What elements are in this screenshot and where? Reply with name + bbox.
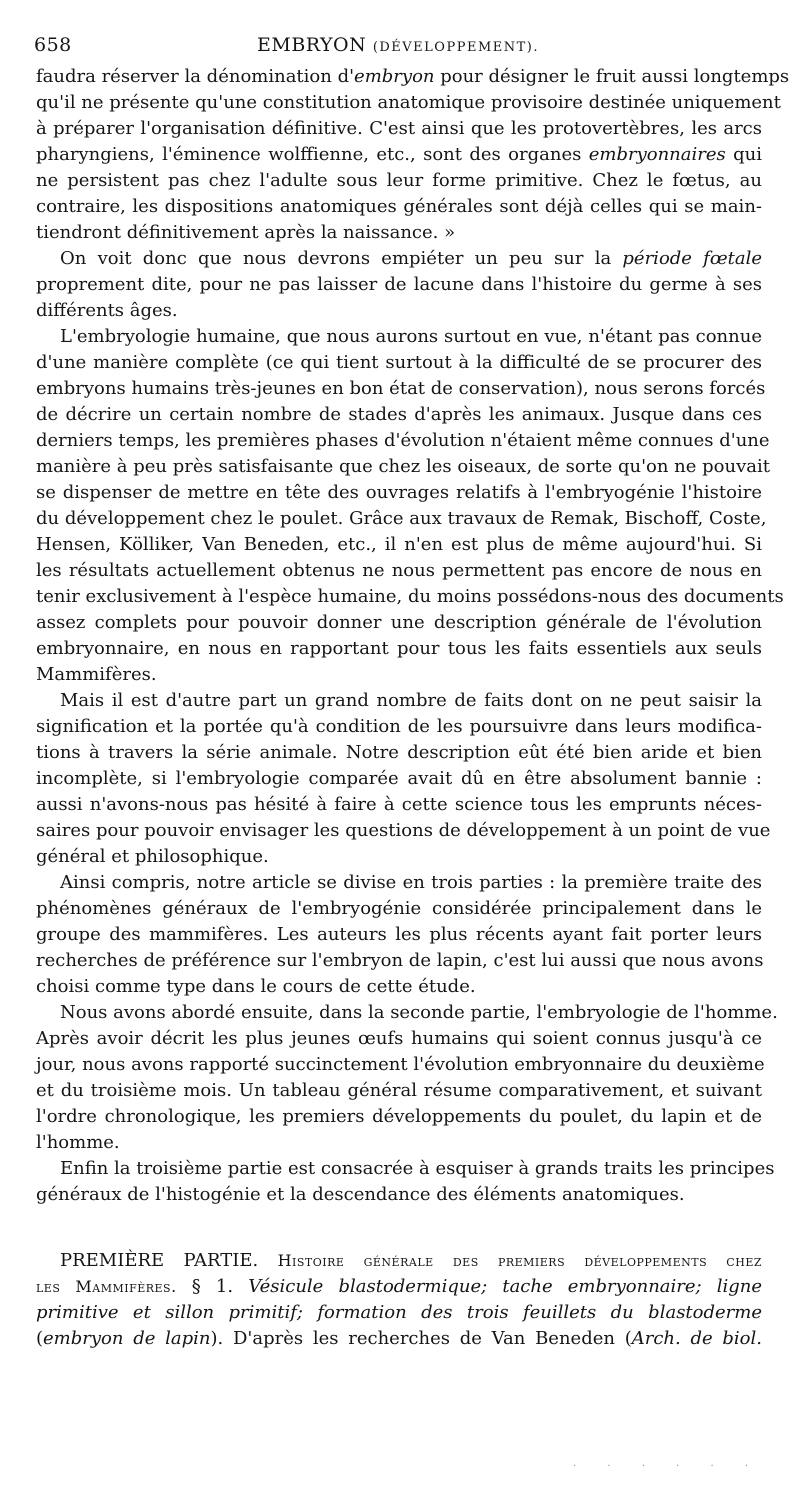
text-line xyxy=(36,428,770,454)
text-run: Mais il est d'autre part un grand nombre de faits dont on ne peut saisir la xyxy=(60,690,762,711)
text-run: Enfin la troisième partie est consacrée à esquiser à grands traits les principes xyxy=(60,1158,775,1179)
text-line xyxy=(36,220,762,246)
text-run: d'une manière complète (ce qui tient surtout à la difficulté de se procurer des xyxy=(36,352,762,373)
text-line xyxy=(36,818,771,844)
text-line xyxy=(36,116,762,142)
section-title-cont: primitive et sillon primitif; formation des trois feuillets du blastoderme xyxy=(36,1302,762,1323)
text-run: L'embryologie humaine, que nous aurons surtout en vue, n'étant pas connue xyxy=(60,326,762,347)
text-run: recherches de préférence sur l'embryon de lapin, c'est lui aussi que nous avons xyxy=(36,950,764,971)
text-line xyxy=(36,688,762,714)
text-line xyxy=(36,766,762,792)
text-run: jour, nous avons rapporté succinctement l'évolution embryonnaire du deuxième xyxy=(36,1054,765,1075)
text-run: faudra réserver la dénomination d' xyxy=(36,66,355,87)
section-title-end: embryon de lapin xyxy=(43,1328,211,1349)
text-run: qu'il ne présente qu'une constitution anatomique provisoire destinée uniquement xyxy=(36,92,781,113)
text-line xyxy=(36,558,762,584)
text-run: incomplète, si l'embryologie comparée avait dû en être absolument bannie : xyxy=(36,768,762,789)
text-line xyxy=(36,376,766,402)
text-run: général et philosophique. xyxy=(36,846,269,867)
italic-term: embryon xyxy=(354,66,435,87)
section-title: Vésicule blastodermique; tache embryonnaire; ligne xyxy=(248,1276,763,1297)
text-line xyxy=(36,64,790,90)
text-line xyxy=(36,1248,762,1274)
text-run: saires pour pouvoir envisager les questions de développement à un point de vue xyxy=(36,820,771,841)
section-mark: § 1. xyxy=(176,1276,249,1297)
text-run: du développement chez le poulet. Grâce aux travaux de Remak, Bischoff, Coste, xyxy=(36,508,767,529)
paragraph xyxy=(36,688,771,870)
text-run: choisi comme type dans le cours de cette étude. xyxy=(36,976,476,997)
text-run: Nous avons abordé ensuite, dans la seconde partie, l'embryologie de l'homme. xyxy=(60,1002,778,1023)
text-line xyxy=(36,1182,762,1208)
text-line xyxy=(36,1300,762,1326)
text-line xyxy=(36,1274,762,1300)
text-run: l'ordre chronologique, les premiers développements du poulet, du lapin et de xyxy=(36,1106,762,1127)
italic-term: période fœtale xyxy=(622,248,763,269)
text-line xyxy=(36,922,762,948)
text-run: ne persistent pas chez l'adulte sous leur forme primitive. Chez le fœtus, au xyxy=(36,170,762,191)
text-line xyxy=(36,1130,762,1156)
text-run: groupe des mammifères. Les auteurs les plus récents ayant fait porter leurs xyxy=(36,924,762,945)
text-line xyxy=(36,1026,762,1052)
text-line xyxy=(36,272,762,298)
text-line xyxy=(36,740,762,766)
text-line xyxy=(36,1000,778,1026)
paragraph xyxy=(36,246,762,324)
text-line xyxy=(36,714,762,740)
text-line xyxy=(36,948,762,974)
text-line xyxy=(36,896,762,922)
text-line xyxy=(36,142,762,168)
text-line xyxy=(36,662,762,688)
text-run: différents âges. xyxy=(36,300,178,321)
text-run: ). D'après les recherches de Van Beneden ( xyxy=(210,1328,632,1349)
italic-term: embryonnaires xyxy=(588,144,726,165)
text-run: manière à peu près satisfaisante que chez les oiseaux, de sorte qu'on ne pouvait xyxy=(36,456,770,477)
running-title xyxy=(34,34,762,56)
text-line xyxy=(36,350,762,376)
header-subtitle: (DÉVELOPPEMENT). xyxy=(372,40,539,55)
citation: Arch. de biol. xyxy=(631,1328,762,1349)
text-line xyxy=(36,480,762,506)
text-run: derniers temps, les premières phases d'évolution n'étaient même connues d'une xyxy=(36,430,770,451)
text-line xyxy=(36,792,762,818)
text-run: tions à travers la série animale. Notre description eût été bien aride et bien xyxy=(36,742,762,763)
text-run: On voit donc que nous devrons empiéter un peu sur la xyxy=(60,248,623,269)
text-run: assez complets pour pouvoir donner une description générale de l'évolution xyxy=(36,612,762,633)
text-run: proprement dite, pour ne pas laisser de lacune dans l'histoire du germe à ses xyxy=(36,274,762,295)
text-run: Hensen, Kölliker, Van Beneden, etc., il n'en est plus de même aujourd'hui. Si xyxy=(36,534,762,555)
text-run: Après avoir décrit les plus jeunes œufs humains qui soient connus jusqu'à ce xyxy=(36,1028,762,1049)
text-run: embryons humains très-jeunes en bon état de conservation), nous serons forcés xyxy=(36,378,766,399)
header-title: EMBRYON xyxy=(257,34,367,56)
text-run: de décrire un certain nombre de stades d'après les animaux. Jusque dans ces xyxy=(36,404,762,425)
running-header xyxy=(34,30,762,60)
text-run: signification et la portée qu'à condition de les poursuivre dans leurs modifica- xyxy=(36,716,762,737)
text-line xyxy=(36,532,762,558)
part-subheading: Histoire générale des premiers développements chez xyxy=(277,1251,762,1270)
text-run: l'homme. xyxy=(36,1132,120,1153)
text-line xyxy=(36,870,762,896)
text-run: à préparer l'organisation définitive. C'est ainsi que les protovertèbres, les arcs xyxy=(36,118,762,139)
text-run: et du troisième mois. Un tableau général résume comparativement, et suivant xyxy=(36,1080,762,1101)
paragraph xyxy=(36,64,790,246)
paragraph xyxy=(36,1156,775,1208)
paragraph xyxy=(36,870,762,1000)
text-run: aussi n'avons-nous pas hésité à faire à cette science tous les emprunts néces- xyxy=(36,794,762,815)
part-heading: PREMIÈRE PARTIE. xyxy=(60,1250,259,1271)
text-line xyxy=(36,1104,762,1130)
text-line xyxy=(36,194,762,220)
text-line xyxy=(36,324,762,350)
text-run: se dispenser de mettre en tête des ouvrages relatifs à l'embryogénie l'histoire xyxy=(36,482,762,503)
text-line xyxy=(36,636,762,662)
text-run: pharyngiens, l'éminence wolffienne, etc., sont des organes xyxy=(36,144,589,165)
paragraph xyxy=(36,324,784,688)
text-line xyxy=(36,974,762,1000)
text-line xyxy=(36,402,762,428)
paragraph xyxy=(36,1000,778,1156)
text-run: contraire, les dispositions anatomiques générales sont déjà celles qui se main- xyxy=(36,196,762,217)
section-heading-block xyxy=(36,1248,762,1352)
text-run: tenir exclusivement à l'espèce humaine, du moins possédons-nous des documents xyxy=(36,586,784,607)
text-line xyxy=(36,454,770,480)
body-text xyxy=(36,64,790,1352)
page-edge-marks: . . . . . . xyxy=(573,1458,762,1469)
part-subheading-cont: les Mammifères. xyxy=(36,1277,177,1296)
text-run: phénomènes généraux de l'embryogénie considérée principalement dans le xyxy=(36,898,762,919)
text-line xyxy=(36,90,781,116)
text-line xyxy=(36,298,762,324)
page-number: 658 xyxy=(34,34,72,56)
text-run: pour désigner le fruit aussi longtemps xyxy=(434,66,790,87)
text-line xyxy=(36,1326,762,1352)
text-run: Ainsi compris, notre article se divise en trois parties : la première traite des xyxy=(60,872,762,893)
text-line xyxy=(36,1052,765,1078)
text-line xyxy=(36,168,762,194)
text-line xyxy=(36,506,767,532)
text-run: ( xyxy=(36,1328,44,1349)
text-line xyxy=(36,844,762,870)
text-run: Mammifères. xyxy=(36,664,157,685)
text-run: embryonnaire, en nous en rapportant pour tous les faits essentiels aux seuls xyxy=(36,638,762,659)
text-line xyxy=(36,1156,775,1182)
text-line xyxy=(36,584,784,610)
text-line xyxy=(36,610,762,636)
text-run: qui xyxy=(725,144,762,165)
text-run: généraux de l'histogénie et la descendance des éléments anatomiques. xyxy=(36,1184,685,1205)
text-run: tiendront définitivement après la naissance. » xyxy=(36,222,456,243)
text-line xyxy=(36,246,762,272)
text-line xyxy=(36,1078,762,1104)
text-run: les résultats actuellement obtenus ne nous permettent pas encore de nous en xyxy=(36,560,762,581)
